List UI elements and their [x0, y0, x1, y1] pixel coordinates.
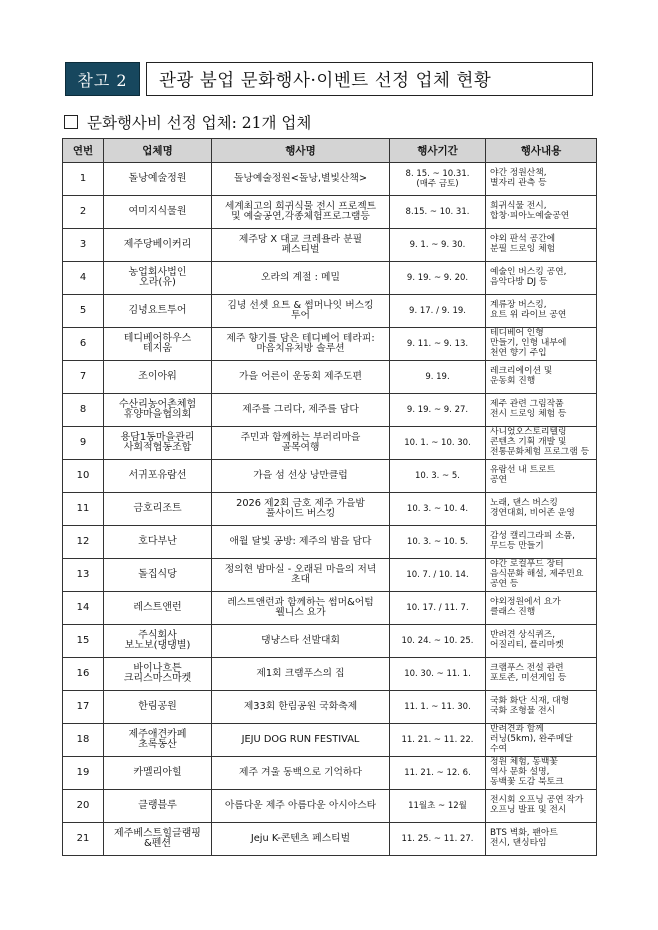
cell-period: 8.15. ~ 10. 31. — [390, 196, 486, 229]
cell-company: 서귀포유람선 — [104, 460, 212, 493]
cell-content: 노래, 댄스 버스킹 경연대회, 비어존 운영 — [486, 493, 597, 526]
cell-company: 조이아워 — [104, 361, 212, 394]
cell-content: 반려견과 함께 러닝(5km), 완주메달 수여 — [486, 724, 597, 757]
cell-content: 반려견 상식퀴즈, 어질리티, 플리마켓 — [486, 625, 597, 658]
cell-event: 제주 향기를 담은 테디베어 테라피: 마음치유처방 솔루션 — [212, 328, 390, 361]
cell-no: 12 — [63, 526, 104, 559]
table-row — [63, 262, 597, 295]
cell-company: 테디베어하우스 테지움 — [104, 328, 212, 361]
cell-no: 5 — [63, 295, 104, 328]
cell-event: 정의현 밤마실 - 오래된 마을의 저녁 초대 — [212, 559, 390, 592]
cell-company: 카멜리아힐 — [104, 757, 212, 790]
cell-no: 11 — [63, 493, 104, 526]
table-row — [63, 163, 597, 196]
cell-event: 제주를 그리다, 제주를 담다 — [212, 394, 390, 427]
section-heading-text: 문화행사비 선정 업체: 21개 업체 — [87, 114, 312, 132]
table-row — [63, 361, 597, 394]
cell-company: 한림공원 — [104, 691, 212, 724]
cell-no: 16 — [63, 658, 104, 691]
cell-no: 13 — [63, 559, 104, 592]
cell-period: 10. 3. ~ 10. 5. — [390, 526, 486, 559]
cell-no: 7 — [63, 361, 104, 394]
cell-no: 2 — [63, 196, 104, 229]
cell-company: 바이나흐튼 크리스마스마켓 — [104, 658, 212, 691]
cell-company: 클랭블루 — [104, 790, 212, 823]
cell-no: 17 — [63, 691, 104, 724]
cell-company: 용담1동마을관리 사회적협동조합 — [104, 427, 212, 460]
cell-content: 유람선 내 트로트 공연 — [486, 460, 597, 493]
cell-company: 여미지식물원 — [104, 196, 212, 229]
cell-event: 제33회 한림공원 국화축제 — [212, 691, 390, 724]
cell-company: 주식회사 보노보(댕댕별) — [104, 625, 212, 658]
cell-period: 10. 3. ~ 10. 4. — [390, 493, 486, 526]
cell-event: 제주당 X 대교 크레욜라 분필 페스티벌 — [212, 229, 390, 262]
table-row — [63, 427, 597, 460]
cell-company: 수산리농어촌체험 휴양마을협의회 — [104, 394, 212, 427]
cell-content: 테디베어 인형 만들기, 인형 내부에 천연 향기 주입 — [486, 328, 597, 361]
column-header-no: 연번 — [63, 139, 104, 163]
table-row — [63, 724, 597, 757]
cell-company: 레스트앤런 — [104, 592, 212, 625]
cell-no: 14 — [63, 592, 104, 625]
cell-company: 농업회사법인 오라(유) — [104, 262, 212, 295]
cell-event: 제1회 크램푸스의 집 — [212, 658, 390, 691]
section-heading — [64, 111, 311, 133]
cell-content: 국화 화단 식재, 대형 국화 조형물 전시 — [486, 691, 597, 724]
cell-period: 11월초 ~ 12월 — [390, 790, 486, 823]
table-body — [63, 163, 597, 856]
page-title: 관광 붐업 문화행사·이벤트 선정 업체 현황 — [146, 62, 593, 96]
cell-period: 10. 1. ~ 10. 30. — [390, 427, 486, 460]
cell-content: 레크리에이션 및 운동회 진행 — [486, 361, 597, 394]
table-row — [63, 658, 597, 691]
cell-event: 제주 겨울 동백으로 기억하다 — [212, 757, 390, 790]
cell-no: 6 — [63, 328, 104, 361]
cell-event: Jeju K-콘텐츠 페스티벌 — [212, 823, 390, 856]
cell-company: 호다부난 — [104, 526, 212, 559]
table-header-row — [63, 139, 597, 163]
cell-event: 돌낭예술정원<돌낭,별빛산책> — [212, 163, 390, 196]
vendor-table — [62, 138, 597, 856]
cell-period: 10. 24. ~ 10. 25. — [390, 625, 486, 658]
reference-badge: 참고 2 — [65, 62, 140, 96]
table-row — [63, 559, 597, 592]
cell-no: 8 — [63, 394, 104, 427]
cell-no: 9 — [63, 427, 104, 460]
cell-company: 돌집식당 — [104, 559, 212, 592]
cell-content: 사니었오스토리텔링 콘텐츠 기획 개발 및 전통문화체험 프로그램 등 — [486, 427, 597, 460]
cell-company: 돌낭예술정원 — [104, 163, 212, 196]
table-row — [63, 493, 597, 526]
cell-period: 11. 25. ~ 11. 27. — [390, 823, 486, 856]
table-row — [63, 691, 597, 724]
checkbox-icon — [64, 115, 78, 129]
cell-no: 19 — [63, 757, 104, 790]
cell-company: 김녕요트투어 — [104, 295, 212, 328]
cell-period: 9. 19. — [390, 361, 486, 394]
cell-period: 10. 30. ~ 11. 1. — [390, 658, 486, 691]
cell-period: 9. 11. ~ 9. 13. — [390, 328, 486, 361]
table-row — [63, 196, 597, 229]
cell-content: 야외 판석 공간에 분필 드로잉 체험 — [486, 229, 597, 262]
cell-content: 정원 체험, 동백꽃 역사 문화 설명, 동백꽃 도감 북토크 — [486, 757, 597, 790]
cell-no: 15 — [63, 625, 104, 658]
cell-event: 가을 섬 선상 낭만클럽 — [212, 460, 390, 493]
cell-period: 11. 21. ~ 12. 6. — [390, 757, 486, 790]
cell-period: 9. 17. / 9. 19. — [390, 295, 486, 328]
cell-period: 9. 1. ~ 9. 30. — [390, 229, 486, 262]
cell-company: 제주당베이커리 — [104, 229, 212, 262]
cell-period: 10. 3. ~ 5. — [390, 460, 486, 493]
cell-event: 오라의 계절 : 메밀 — [212, 262, 390, 295]
table-row — [63, 526, 597, 559]
cell-period: 11. 21. ~ 11. 22. — [390, 724, 486, 757]
cell-event: 레스트앤런과 함께하는 썸머&어텀 웰니스 요가 — [212, 592, 390, 625]
table-row — [63, 394, 597, 427]
table-row — [63, 790, 597, 823]
column-header-event: 행사명 — [212, 139, 390, 163]
cell-content: 희귀식물 전시, 합창·피아노예술공연 — [486, 196, 597, 229]
cell-event: JEJU DOG RUN FESTIVAL — [212, 724, 390, 757]
cell-period: 9. 19. ~ 9. 27. — [390, 394, 486, 427]
cell-event: 댕냥스타 선발대회 — [212, 625, 390, 658]
cell-event: 애월 달빛 공방: 제주의 밤을 담다 — [212, 526, 390, 559]
cell-content: 크램푸스 전설 관련 포토존, 미션게임 등 — [486, 658, 597, 691]
cell-content: BTS 벽화, 팬아트 전시, 댄싱타임 — [486, 823, 597, 856]
cell-event: 세계최고의 희귀식물 전시 프로젝트 및 예술공연,각종체험프로그램등 — [212, 196, 390, 229]
cell-period: 10. 7. / 10. 14. — [390, 559, 486, 592]
cell-no: 4 — [63, 262, 104, 295]
column-header-company: 업체명 — [104, 139, 212, 163]
table-row — [63, 757, 597, 790]
cell-no: 20 — [63, 790, 104, 823]
cell-content: 전시회 오프닝 공연 작가 오프닝 발표 및 전시 — [486, 790, 597, 823]
cell-content: 예술인 버스킹 공연, 음악다방 DJ 등 — [486, 262, 597, 295]
column-header-period: 행사기간 — [390, 139, 486, 163]
cell-company: 제주애견카페 초록동산 — [104, 724, 212, 757]
cell-period: 9. 19. ~ 9. 20. — [390, 262, 486, 295]
cell-content: 야외정원에서 요가 클래스 진행 — [486, 592, 597, 625]
cell-period: 10. 17. / 11. 7. — [390, 592, 486, 625]
cell-no: 1 — [63, 163, 104, 196]
cell-event: 2026 제2회 금호 제주 가을밤 풀사이드 버스킹 — [212, 493, 390, 526]
cell-no: 18 — [63, 724, 104, 757]
cell-event: 주민과 함께하는 부러리마을 골목여행 — [212, 427, 390, 460]
cell-no: 21 — [63, 823, 104, 856]
cell-content: 야간 로컬푸드 장터 음식문화 해설, 제주민요 공연 등 — [486, 559, 597, 592]
cell-company: 금호리조트 — [104, 493, 212, 526]
cell-no: 3 — [63, 229, 104, 262]
cell-no: 10 — [63, 460, 104, 493]
cell-period: 11. 1. ~ 11. 30. — [390, 691, 486, 724]
column-header-content: 행사내용 — [486, 139, 597, 163]
cell-event: 아름다운 제주 아름다운 아시아스타 — [212, 790, 390, 823]
table-row — [63, 460, 597, 493]
table-row — [63, 295, 597, 328]
cell-company: 제주베스트힐글램핑 &펜션 — [104, 823, 212, 856]
cell-content: 계류장 버스킹, 요트 위 라이브 공연 — [486, 295, 597, 328]
table-row — [63, 328, 597, 361]
table-row — [63, 823, 597, 856]
header — [65, 62, 593, 96]
table-row — [63, 229, 597, 262]
cell-content: 제주 관련 그림작품 전시 드로잉 체험 등 — [486, 394, 597, 427]
cell-content: 감성 캘리그라피 소품, 무드등 만들기 — [486, 526, 597, 559]
table-row — [63, 592, 597, 625]
table-row — [63, 625, 597, 658]
cell-event: 김녕 선셋 요트 & 썸머나잇 버스킹 투어 — [212, 295, 390, 328]
cell-content: 야간 정원산책, 별자리 관측 등 — [486, 163, 597, 196]
cell-event: 가을 어른이 운동회 제주도편 — [212, 361, 390, 394]
cell-period: 8. 15. ~ 10.31. (매주 금토) — [390, 163, 486, 196]
